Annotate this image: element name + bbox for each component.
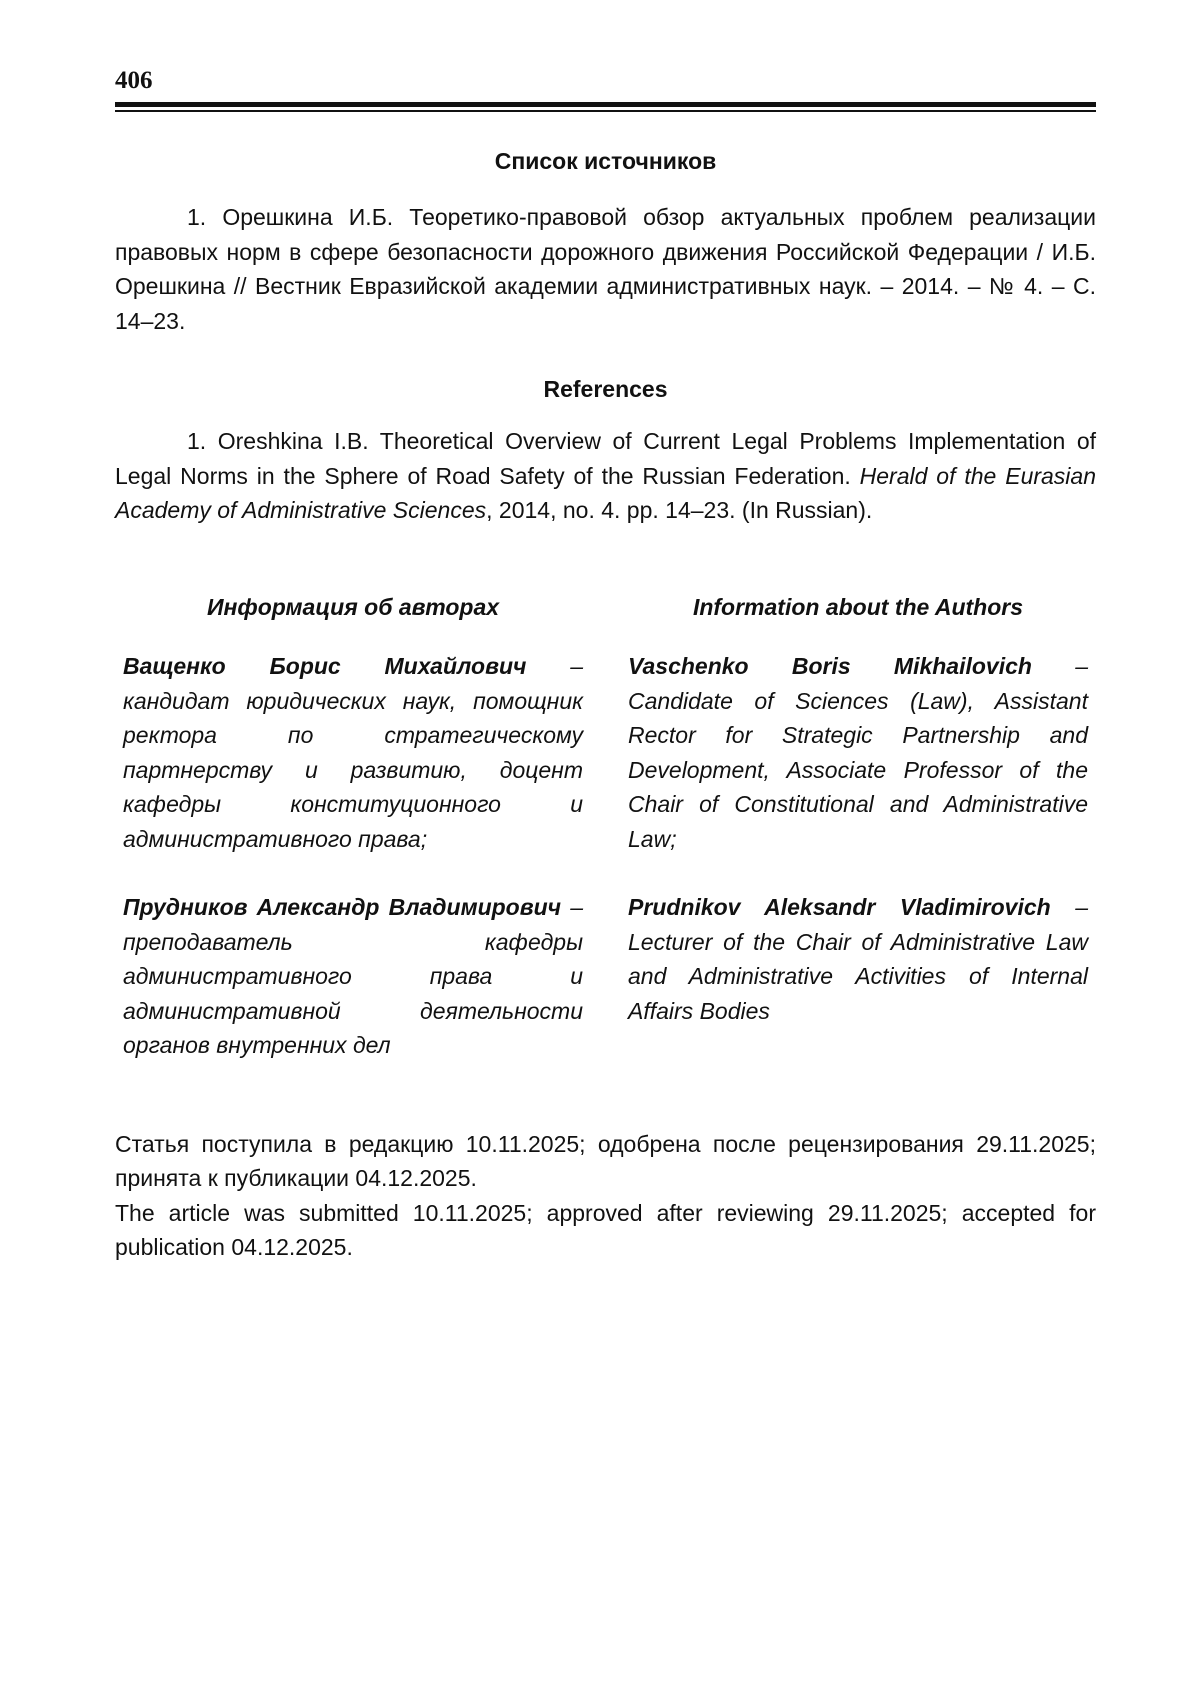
author-name: Vaschenko Boris Mikhailovich bbox=[628, 653, 1032, 679]
journal-page bbox=[115, 66, 1096, 1265]
author-description: – кандидат юридических наук, помощник ректора по стратегическому партнерству и развитию, доцент кафедры конституционного и административного права; bbox=[123, 653, 583, 852]
reference-text-before: 1. Oreshkina I.B. Theoretical Overview of Current Legal Problems Implementation of Legal Norms in the Sphere of Road Safety of the Russian Federation. bbox=[115, 428, 1096, 489]
author-entry bbox=[123, 890, 583, 1063]
author-description: – Candidate of Sciences (Law), Assistant Rector for Strategic Partnership and Development, Associate Professor of the Chair of Constitutional and Administrative Law; bbox=[628, 653, 1089, 852]
article-history-en: The article was submitted 10.11.2025; approved after reviewing 29.11.2025; accepted for publication 04.12.2025. bbox=[115, 1199, 1096, 1260]
reference-item bbox=[115, 424, 1096, 528]
header-rule-thin bbox=[115, 110, 1096, 112]
authors-column-ru bbox=[123, 590, 583, 1097]
references-heading: References bbox=[543, 376, 668, 402]
author-name: Prudnikov Aleksandr Vladimirovich bbox=[628, 894, 1051, 920]
author-name: Прудников Александр Владимирович bbox=[123, 894, 562, 920]
source-item: 1. Орешкина И.Б. Теоретико-правовой обзор актуальных проблем реализации правовых норм в сфере безопасности дорожного движения Российской Федерации / И.Б. Орешкина // Вестник Евразийской академии административных наук. – 2014. – № 4. – С. 14–23. bbox=[115, 204, 1096, 334]
article-history bbox=[115, 1127, 1096, 1265]
article-history-ru: Статья поступила в редакцию 10.11.2025; одобрена после рецензирования 29.11.2025; принята к публикации 04.12.2025. bbox=[115, 1130, 1096, 1191]
page-number: 406 bbox=[115, 67, 153, 94]
author-name: Ващенко Борис Михайлович bbox=[123, 653, 527, 679]
reference-text-after: , 2014, no. 4. pp. 14–23. (In Russian). bbox=[486, 497, 873, 523]
authors-column-en bbox=[628, 590, 1088, 1097]
authors-section bbox=[115, 590, 1096, 1097]
author-entry bbox=[123, 649, 583, 856]
authors-heading-en: Information about the Authors bbox=[692, 593, 1024, 620]
author-description: – преподаватель кафедры административного права и административной деятельности органов внутренних дел bbox=[123, 894, 584, 1058]
authors-heading-ru: Информация об авторах bbox=[206, 593, 500, 620]
author-entry bbox=[628, 890, 1088, 1028]
reference-journal-title: Herald of the Eurasian Academy of Administrative Sciences bbox=[115, 462, 1097, 523]
sources-heading: Список источников bbox=[494, 148, 717, 174]
author-description: – Lecturer of the Chair of Administrative Law and Administrative Activities of Internal Affairs Bodies bbox=[628, 894, 1088, 1024]
author-entry bbox=[628, 649, 1088, 856]
header-rule-thick bbox=[115, 102, 1096, 107]
